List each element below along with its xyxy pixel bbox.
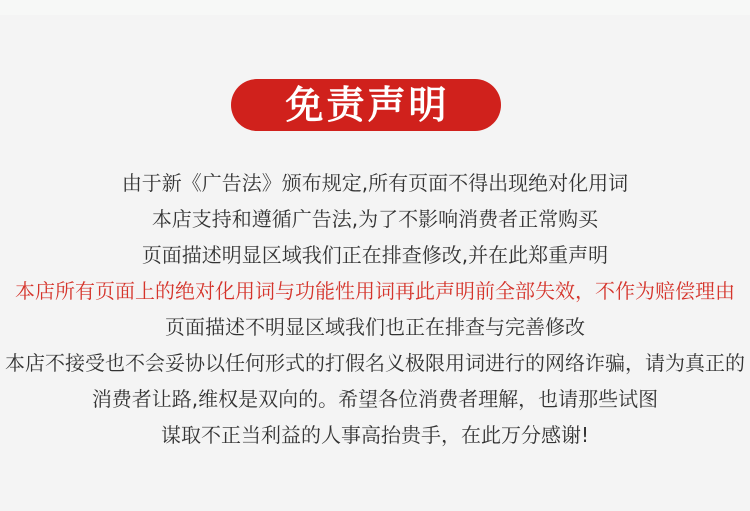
disclaimer-line: 由于新《广告法》颁布规定,所有页面不得出现绝对化用词: [121, 171, 629, 195]
disclaimer-text-block: [0, 165, 750, 453]
disclaimer-title-badge: [231, 79, 501, 131]
disclaimer-line: 页面描述明显区域我们正在排查修改,并在此郑重声明: [141, 243, 609, 267]
disclaimer-title: 免责声明: [285, 83, 450, 127]
disclaimer-line: 本店不接受也不会妥协以任何形式的打假名义极限用词进行的网络诈骗，请为真正的: [5, 351, 745, 375]
disclaimer-line: 本店支持和遵循广告法,为了不影响消费者正常购买: [151, 207, 599, 231]
disclaimer-line: 消费者让路,维权是双向的。希望各位消费者理解，也请那些试图: [91, 387, 659, 411]
disclaimer-line-emphasis: 本店所有页面上的绝对化用词与功能性用词再此声明前全部失效，不作为赔偿理由: [15, 279, 735, 303]
page-top-strip: [0, 0, 750, 15]
disclaimer-line: 谋取不正当利益的人事高抬贵手，在此万分感谢!: [160, 423, 590, 447]
disclaimer-line: 页面描述不明显区域我们也正在排查与完善修改: [165, 315, 585, 339]
